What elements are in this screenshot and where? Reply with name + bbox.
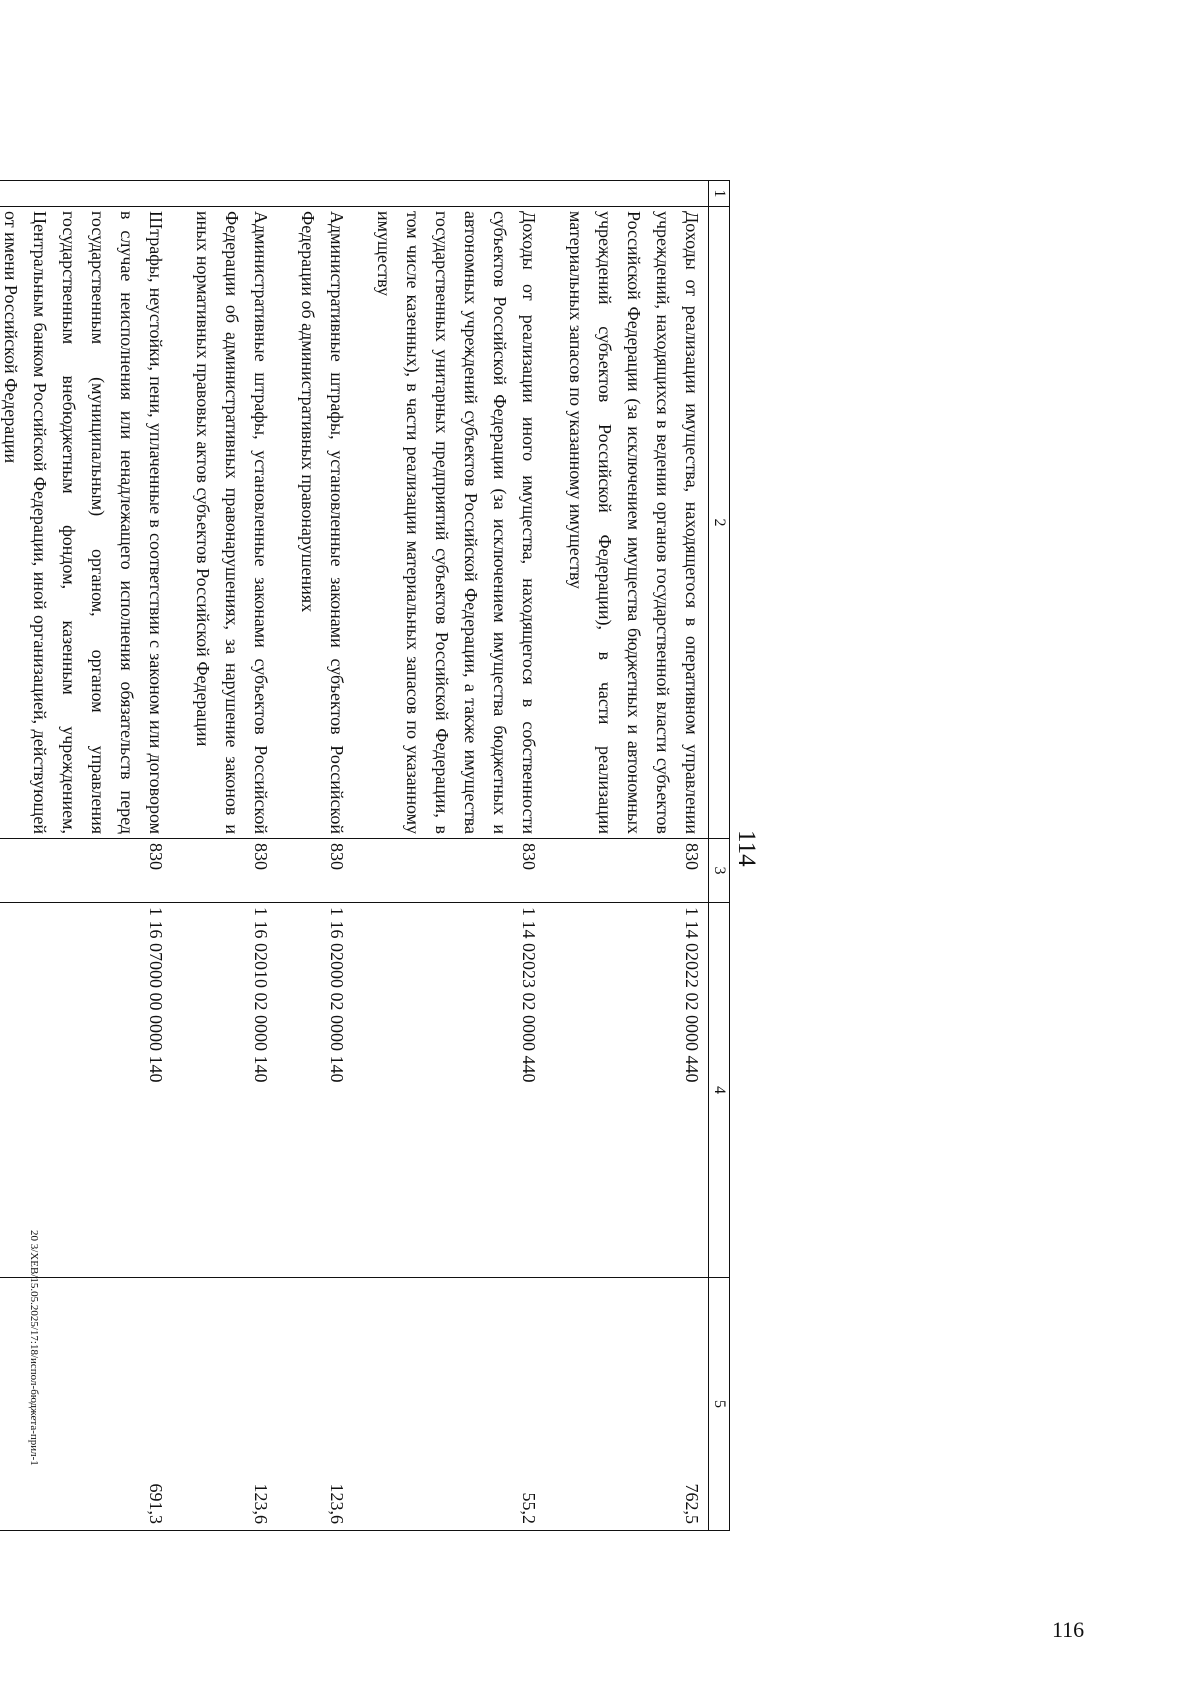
sheet-number: 116 [1052,1617,1085,1642]
column-header: 2 [709,207,730,839]
row-index-cell [353,181,545,207]
row-amount: 762,5 [545,1278,709,1531]
row-description: Доходы от реализации иного имущества, находящегося в собственности субъектов Российской Федерации (за исключением имущества бюджетных и автономных учреждений субъектов Российской Федерации, а также имущества государственных унитарных предприятий субъектов Российской Федерации, в том числе казенных), в части реализации материальных запасов по указанному имуществу [353,207,545,839]
page-number: 114 [733,830,760,867]
budget-table [0,180,730,1531]
table-header-row [709,181,730,1531]
row-amount: 691,3 [0,1278,172,1531]
row-kbk-code: 1 16 02010 02 0000 140 [172,903,277,1278]
row-index-cell [0,181,172,207]
column-header: 4 [709,903,730,1278]
table-row [277,181,353,1531]
table-row [545,181,709,1531]
row-kbk-code: 1 16 02000 02 0000 140 [277,903,353,1278]
row-index-cell [545,181,709,207]
row-admin-code: 830 [545,839,709,903]
row-amount: 55,2 [353,1278,545,1531]
row-description: Штрафы, неустойки, пени, уплаченные в соответствии с законом или договором в случае неисполнения или ненадлежащего исполнения обязательств перед государственным (муниципальным) органом, органом управления государственным внебюджетным фондом, казенным учреждением, Центральным банком Российской Федерации, иной организацией, действующей от имени Российской Федерации [0,207,172,839]
row-kbk-code: 1 14 02023 02 0000 440 [353,903,545,1278]
row-kbk-code: 1 14 02022 02 0000 440 [545,903,709,1278]
row-admin-code: 830 [172,839,277,903]
row-admin-code: 830 [277,839,353,903]
row-description: Административные штрафы, установленные законами субъектов Российской Федерации об административных правонарушениях, за нарушение законов и иных нормативных правовых актов субъектов Российской Федерации [172,207,277,839]
row-kbk-code: 1 16 07000 00 0000 140 [0,903,172,1278]
table-row [353,181,545,1531]
column-header: 1 [709,181,730,207]
row-amount: 123,6 [172,1278,277,1531]
column-header: 5 [709,1278,730,1531]
row-description: Административные штрафы, установленные законами субъектов Российской Федерации об административных правонарушениях [277,207,353,839]
table-row [172,181,277,1531]
document-footer-code: 20 3/ХЕВ/15.05.2025/17:18/испол-бюджета-прил-1 [28,1230,40,1466]
row-admin-code: 830 [353,839,545,903]
row-index-cell [172,181,277,207]
row-admin-code: 830 [0,839,172,903]
column-header: 3 [709,839,730,903]
table-row [0,181,172,1531]
row-amount: 123,6 [277,1278,353,1531]
row-index-cell [277,181,353,207]
row-description: Доходы от реализации имущества, находящегося в оперативном управлении учреждений, находящихся в ведении органов государственной власти субъектов Российской Федерации (за исключением имущества бюджетных и автономных учреждений субъектов Российской Федерации), в части реализации материальных запасов по указанному имуществу [545,207,709,839]
